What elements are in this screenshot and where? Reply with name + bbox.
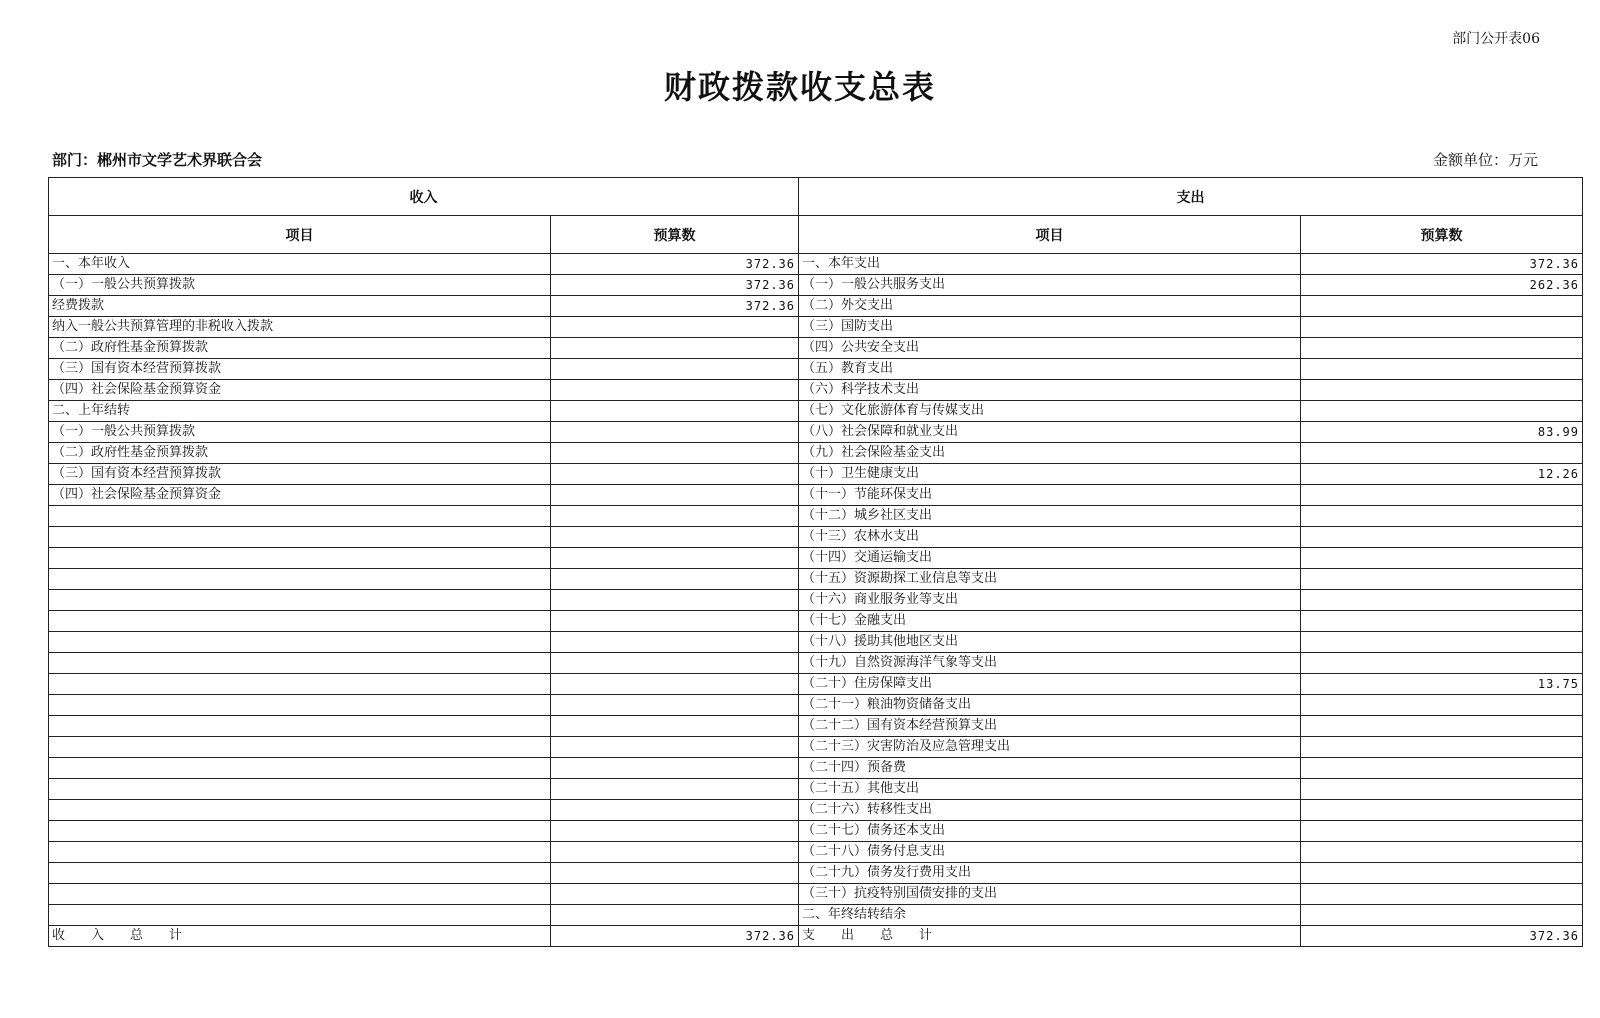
expense-item-cell: （十三）农林水支出 [799, 527, 1301, 548]
expense-value-cell [1301, 884, 1583, 905]
income-value-cell: 372.36 [551, 254, 799, 275]
table-row [49, 422, 1583, 443]
income-value-cell [551, 800, 799, 821]
budget-table [48, 177, 1583, 947]
income-value-cell [551, 863, 799, 884]
income-item-cell [49, 695, 551, 716]
expense-item-cell: （二十一）粮油物资储备支出 [799, 695, 1301, 716]
income-item-cell [49, 800, 551, 821]
income-item-cell: 纳入一般公共预算管理的非税收入拨款 [49, 317, 551, 338]
expense-item-cell: （十）卫生健康支出 [799, 464, 1301, 485]
expense-item-cell: （十六）商业服务业等支出 [799, 590, 1301, 611]
expense-item-cell: （二十六）转移性支出 [799, 800, 1301, 821]
expense-value-cell [1301, 632, 1583, 653]
expense-item-header: 项目 [799, 216, 1301, 254]
income-budget-header: 预算数 [551, 216, 799, 254]
expense-value-cell [1301, 380, 1583, 401]
income-value-cell [551, 443, 799, 464]
income-item-cell [49, 506, 551, 527]
income-value-cell [551, 884, 799, 905]
expense-value-cell [1301, 905, 1583, 926]
expense-item-cell: （二十三）灾害防治及应急管理支出 [799, 737, 1301, 758]
expense-item-cell: 二、年终结转结余 [799, 905, 1301, 926]
expense-total-label [799, 926, 1301, 947]
expense-value-cell [1301, 569, 1583, 590]
income-item-cell: 二、上年结转 [49, 401, 551, 422]
table-row [49, 401, 1583, 422]
expense-value-cell: 13.75 [1301, 674, 1583, 695]
income-value-cell [551, 821, 799, 842]
table-row [49, 779, 1583, 800]
table-row [49, 863, 1583, 884]
expense-item-cell: （四）公共安全支出 [799, 338, 1301, 359]
expense-item-cell: （七）文化旅游体育与传媒支出 [799, 401, 1301, 422]
income-value-cell [551, 737, 799, 758]
income-value-cell [551, 359, 799, 380]
expense-item-cell: （十九）自然资源海洋气象等支出 [799, 653, 1301, 674]
expense-value-cell [1301, 338, 1583, 359]
page-title: 财政拨款收支总表 [663, 68, 936, 106]
expense-value-cell [1301, 611, 1583, 632]
income-value-cell [551, 758, 799, 779]
income-item-cell [49, 674, 551, 695]
income-value-cell [551, 905, 799, 926]
expense-value-cell [1301, 485, 1583, 506]
income-item-cell [49, 548, 551, 569]
totals-row [49, 926, 1583, 947]
income-value-cell [551, 485, 799, 506]
table-row [49, 527, 1583, 548]
expense-item-cell: （二十九）债务发行费用支出 [799, 863, 1301, 884]
expense-value-cell: 262.36 [1301, 275, 1583, 296]
income-value-cell [551, 674, 799, 695]
expense-value-cell [1301, 590, 1583, 611]
table-row [49, 611, 1583, 632]
income-item-cell: （三）国有资本经营预算拨款 [49, 359, 551, 380]
table-body [49, 254, 1583, 926]
income-value-cell [551, 380, 799, 401]
income-item-cell [49, 653, 551, 674]
income-item-cell: 一、本年收入 [49, 254, 551, 275]
table-row [49, 674, 1583, 695]
table-row [49, 380, 1583, 401]
table-row [49, 338, 1583, 359]
income-section-header: 收入 [49, 178, 799, 216]
income-item-header: 项目 [49, 216, 551, 254]
expense-value-cell [1301, 548, 1583, 569]
table-row [49, 485, 1583, 506]
income-value-cell [551, 569, 799, 590]
table-row [49, 275, 1583, 296]
expense-item-cell: （二十七）债务还本支出 [799, 821, 1301, 842]
expense-item-cell: 一、本年支出 [799, 254, 1301, 275]
amount-unit-label: 金额单位：万元 [1432, 151, 1538, 169]
income-value-cell [551, 695, 799, 716]
table-row [49, 695, 1583, 716]
table-row [49, 905, 1583, 926]
expense-item-cell: （二十）住房保障支出 [799, 674, 1301, 695]
income-item-cell [49, 758, 551, 779]
expense-item-cell: （五）教育支出 [799, 359, 1301, 380]
expense-value-cell: 12.26 [1301, 464, 1583, 485]
table-row [49, 317, 1583, 338]
expense-value-cell [1301, 695, 1583, 716]
income-item-cell [49, 527, 551, 548]
table-row [49, 653, 1583, 674]
expense-value-cell [1301, 296, 1583, 317]
expense-item-cell: （三十）抗疫特别国债安排的支出 [799, 884, 1301, 905]
income-total-label [49, 926, 551, 947]
income-value-cell [551, 317, 799, 338]
expense-value-cell [1301, 359, 1583, 380]
income-item-cell [49, 569, 551, 590]
income-total-text: 收入总计 [52, 928, 209, 943]
expense-value-cell [1301, 716, 1583, 737]
expense-value-cell [1301, 317, 1583, 338]
table-row [49, 590, 1583, 611]
table-row [49, 800, 1583, 821]
expense-value-cell [1301, 506, 1583, 527]
income-value-cell: 372.36 [551, 275, 799, 296]
income-item-cell: （二）政府性基金预算拨款 [49, 338, 551, 359]
income-item-cell [49, 632, 551, 653]
income-value-cell [551, 422, 799, 443]
table-row [49, 842, 1583, 863]
expense-item-cell: （九）社会保险基金支出 [799, 443, 1301, 464]
expense-budget-header: 预算数 [1301, 216, 1583, 254]
expense-item-cell: （二十二）国有资本经营预算支出 [799, 716, 1301, 737]
expense-item-cell: （二十八）债务付息支出 [799, 842, 1301, 863]
income-item-cell: （二）政府性基金预算拨款 [49, 443, 551, 464]
table-row [49, 506, 1583, 527]
income-item-cell: 经费拨款 [49, 296, 551, 317]
income-item-cell [49, 779, 551, 800]
expense-value-cell: 83.99 [1301, 422, 1583, 443]
income-item-cell: （三）国有资本经营预算拨款 [49, 464, 551, 485]
income-item-cell: （一）一般公共预算拨款 [49, 422, 551, 443]
income-value-cell [551, 632, 799, 653]
expense-value-cell [1301, 821, 1583, 842]
income-value-cell [551, 527, 799, 548]
income-item-cell [49, 716, 551, 737]
expense-item-cell: （二）外交支出 [799, 296, 1301, 317]
expense-value-cell [1301, 527, 1583, 548]
income-item-cell [49, 611, 551, 632]
income-item-cell: （一）一般公共预算拨款 [49, 275, 551, 296]
income-value-cell [551, 401, 799, 422]
income-value-cell: 372.36 [551, 296, 799, 317]
income-value-cell [551, 611, 799, 632]
expense-value-cell [1301, 863, 1583, 884]
table-row [49, 632, 1583, 653]
expense-item-cell: （十八）援助其他地区支出 [799, 632, 1301, 653]
table-row [49, 821, 1583, 842]
expense-item-cell: （十五）资源勘探工业信息等支出 [799, 569, 1301, 590]
table-row [49, 443, 1583, 464]
expense-value-cell [1301, 401, 1583, 422]
table-row [49, 737, 1583, 758]
expense-item-cell: （十七）金融支出 [799, 611, 1301, 632]
expense-total-value: 372.36 [1301, 926, 1583, 947]
table-row [49, 548, 1583, 569]
table-row [49, 254, 1583, 275]
income-item-cell [49, 905, 551, 926]
expense-value-cell: 372.36 [1301, 254, 1583, 275]
expense-item-cell: （八）社会保障和就业支出 [799, 422, 1301, 443]
expense-section-header: 支出 [799, 178, 1583, 216]
income-item-cell [49, 863, 551, 884]
income-value-cell [551, 779, 799, 800]
income-total-value: 372.36 [551, 926, 799, 947]
income-item-cell [49, 590, 551, 611]
income-item-cell [49, 842, 551, 863]
income-value-cell [551, 716, 799, 737]
income-item-cell: （四）社会保险基金预算资金 [49, 380, 551, 401]
table-row [49, 464, 1583, 485]
expense-total-text: 支出总计 [802, 928, 959, 943]
expense-value-cell [1301, 758, 1583, 779]
expense-value-cell [1301, 737, 1583, 758]
income-value-cell [551, 653, 799, 674]
income-item-cell [49, 884, 551, 905]
income-value-cell [551, 590, 799, 611]
income-value-cell [551, 506, 799, 527]
expense-value-cell [1301, 842, 1583, 863]
form-number: 部门公开表06 [1452, 31, 1540, 47]
income-value-cell [551, 464, 799, 485]
expense-item-cell: （二十四）预备费 [799, 758, 1301, 779]
table-row [49, 359, 1583, 380]
expense-value-cell [1301, 653, 1583, 674]
table-row [49, 758, 1583, 779]
expense-item-cell: （三）国防支出 [799, 317, 1301, 338]
expense-item-cell: （一）一般公共服务支出 [799, 275, 1301, 296]
expense-item-cell: （十二）城乡社区支出 [799, 506, 1301, 527]
expense-value-cell [1301, 800, 1583, 821]
table-row [49, 296, 1583, 317]
income-item-cell: （四）社会保险基金预算资金 [49, 485, 551, 506]
income-value-cell [551, 338, 799, 359]
expense-value-cell [1301, 443, 1583, 464]
expense-item-cell: （二十五）其他支出 [799, 779, 1301, 800]
income-item-cell [49, 737, 551, 758]
table-row [49, 884, 1583, 905]
expense-item-cell: （十一）节能环保支出 [799, 485, 1301, 506]
table-row [49, 569, 1583, 590]
income-value-cell [551, 548, 799, 569]
table-row [49, 716, 1583, 737]
expense-item-cell: （六）科学技术支出 [799, 380, 1301, 401]
department-label: 部门：郴州市文学艺术界联合会 [52, 151, 263, 169]
expense-item-cell: （十四）交通运输支出 [799, 548, 1301, 569]
income-value-cell [551, 842, 799, 863]
expense-value-cell [1301, 779, 1583, 800]
income-item-cell [49, 821, 551, 842]
